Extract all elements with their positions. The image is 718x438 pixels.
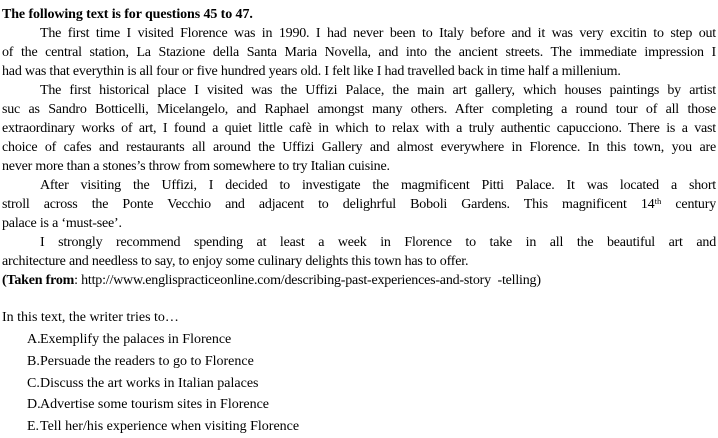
- passage-line: suc as Sandro Botticelli, Micelangelo, and Raphael amongst many others. After completing a round tour of all those: [2, 102, 716, 117]
- passage-line: I strongly recommend spending at least a week in Florence to take in all the beautiful art and: [40, 235, 716, 250]
- question-stem: In this text, the writer tries to…: [2, 310, 179, 325]
- passage-line: never more than a stones’s throw from somewhere to try Italian cuisine.: [2, 159, 390, 174]
- source-line: [2, 271, 716, 290]
- option-text: Persuade the readers to go to Florence: [40, 353, 254, 369]
- option-letter: A.: [27, 332, 41, 347]
- option-text: Discuss the art works in Italian palaces: [40, 375, 259, 391]
- option-letter: D.: [27, 397, 41, 413]
- passage-line: had was that everythin is all four or five hundred years old. I felt like I had travelled back in time half a millenium.: [2, 64, 621, 79]
- options-list: [2, 329, 716, 438]
- passage-paragraph-2: [2, 81, 716, 176]
- passage-line: architecture and needless to say, to enjoy some culinary delights this town has to offer.: [2, 254, 469, 269]
- passage-line: choice of cafes and restaurants all around the Uffizi Gallery and almost everywhere in Florence. In this town, you are: [2, 140, 716, 155]
- option-row: [2, 373, 716, 395]
- passage-paragraph-3: [2, 176, 716, 233]
- passage-line: palace is a ‘must-see’.: [2, 216, 122, 231]
- option-letter: B.: [27, 353, 40, 369]
- option-row: [2, 416, 716, 438]
- option-text: Advertise some tourism sites in Florence: [40, 397, 270, 413]
- source-label: (Taken from: [2, 273, 75, 288]
- passage-line: of the central station, La Stazione della Santa Maria Novella, and into the ancient streets. The immediate impression I: [2, 45, 716, 60]
- option-text: Exemplify the palaces in Florence: [40, 332, 232, 347]
- passage-line: After visiting the Uffizi, I decided to investigate the magmificent Pitti Palace. It was located a short: [40, 178, 716, 193]
- passage-line: stroll across the Ponte Vecchio and adjacent to delighrful Boboli Gardens. This magnificent 14ᵗʰ century: [2, 197, 716, 212]
- passage-paragraph-4: [2, 233, 716, 271]
- option-letter: C.: [27, 375, 40, 391]
- option-row: [2, 329, 716, 351]
- passage-line: extraordinary works of art, I found a quiet little cafè in which to relax with a truly authentic capucciono. There is a vast: [2, 121, 716, 136]
- option-row: [2, 394, 716, 416]
- source-url: : http://www.englispracticeonline.com/describing-past-experiences-and-story -telling): [74, 273, 541, 288]
- passage-paragraph-1: [2, 24, 716, 81]
- option-text: Tell her/his experience when visiting Florence: [40, 419, 300, 435]
- passage-heading: The following text is for questions 45 to 47.: [2, 7, 253, 22]
- option-letter: E.: [27, 419, 40, 435]
- passage-line: The first historical place I visited was the Uffizi Palace, the main art gallery, which houses paintings by artist: [40, 83, 716, 98]
- option-row: [2, 351, 716, 373]
- passage-line: The first time I visited Florence was in 1990. I had never been to Italy before and it was very excitin to step out: [40, 26, 716, 41]
